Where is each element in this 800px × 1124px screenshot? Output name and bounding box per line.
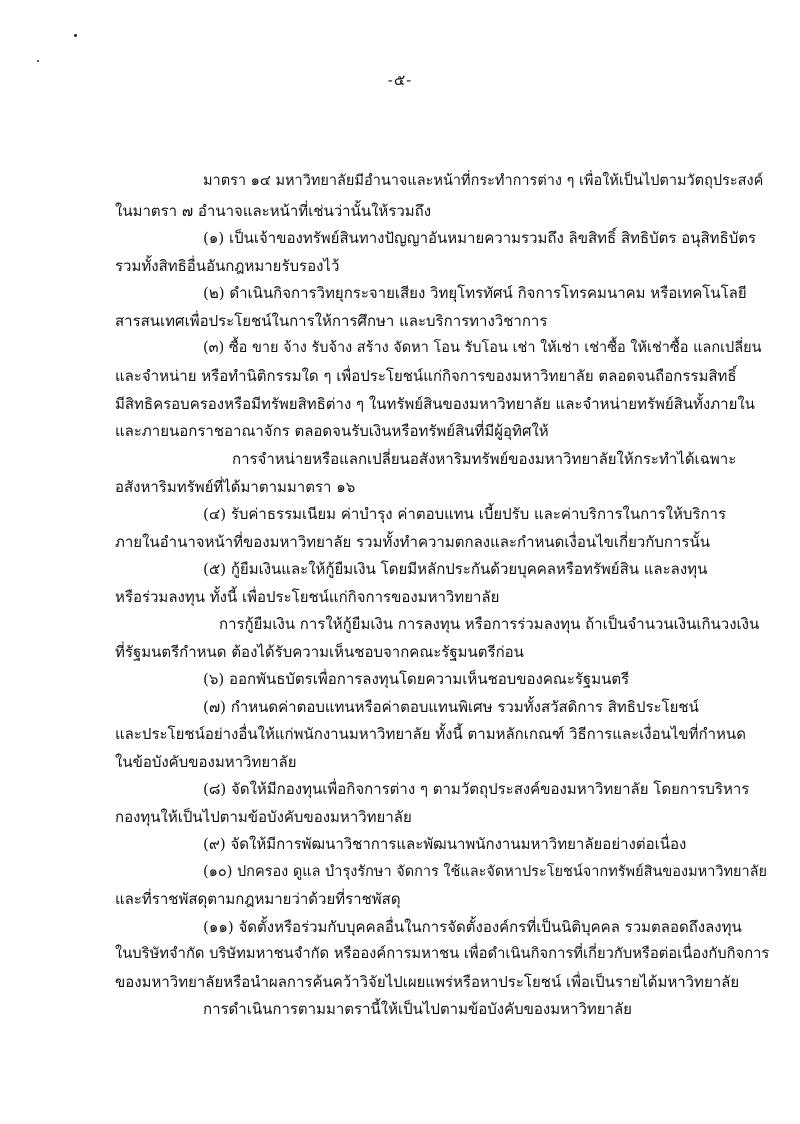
text-line: (๕) กู้ยืมเงินและให้กู้ยืมเงิน โดยมีหลักประกันด้วยบุคคลหรือทรัพย์สิน และลงทุน [203, 560, 708, 578]
text-line: และจำหน่าย หรือทำนิติกรรมใด ๆ เพื่อประโยชน์แก่กิจการของมหาวิทยาลัย ตลอดจนถือกรรมสิทธิ์ [115, 367, 737, 385]
text-line: (๘) จัดให้มีกองทุนเพื่อกิจการต่าง ๆ ตามวัตถุประสงค์ของมหาวิทยาลัย โดยการบริหาร [203, 780, 750, 798]
text-line: การจำหน่ายหรือแลกเปลี่ยนอสังหาริมทรัพย์ของมหาวิทยาลัยให้กระทำได้เฉพาะ [232, 450, 737, 468]
text-line: และที่ราชพัสดุตามกฎหมายว่าด้วยที่ราชพัสดุ [115, 890, 401, 908]
text-line: (๑๐) ปกครอง ดูแล บำรุงรักษา จัดการ ใช้และจัดหาประโยชน์จากทรัพย์สินของมหาวิทยาลัย [203, 864, 768, 880]
text-line: กองทุนให้เป็นไปตามข้อบังคับของมหาวิทยาลัย [115, 808, 412, 826]
text-line: (๖) ออกพันธบัตรเพื่อการลงทุนโดยความเห็นชอบของคณะรัฐมนตรี [203, 670, 630, 688]
text-line: และภายนอกราชอาณาจักร ตลอดจนรับเงินหรือทรัพย์สินที่มีผู้อุทิศให้ [115, 422, 549, 440]
text-line: ในมาตรา ๗ อำนาจและหน้าที่เช่นว่านั้นให้รวมถึง [115, 202, 432, 220]
text-line: มาตรา ๑๔ มหาวิทยาลัยมีอำนาจและหน้าที่กระทำการต่าง ๆ เพื่อให้เป็นไปตามวัตถุประสงค์ [203, 173, 764, 189]
text-line: (๑) เป็นเจ้าของทรัพย์สินทางปัญญาอันหมายความรวมถึง ลิขสิทธิ์ สิทธิบัตร อนุสิทธิบัตร [203, 229, 757, 247]
text-line: (๗) กำหนดค่าตอบแทนหรือค่าตอบแทนพิเศษ รวมทั้งสวัสดิการ สิทธิประโยชน์ [203, 698, 699, 716]
text-line: ในบริษัทจำกัด บริษัทมหาชนจำกัด หรือองค์การมหาชน เพื่อดำเนินกิจการที่เกี่ยวกับหรือต่อเนื่องกับกิจการ [115, 945, 770, 962]
text-line: และประโยชน์อย่างอื่นให้แก่พนักงานมหาวิทยาลัย ทั้งนี้ ตามหลักเกณฑ์ วิธีการและเงื่อนไขที่กำหนด [115, 725, 746, 743]
text-line: อสังหาริมทรัพย์ที่ได้มาตามมาตรา ๑๖ [115, 478, 356, 496]
text-line: (๔) รับค่าธรรมเนียม ค่าบำรุง ค่าตอบแทน เบี้ยปรับ และค่าบริการในการให้บริการ [203, 505, 727, 523]
text-line: การดำเนินการตามมาตรานี้ให้เป็นไปตามข้อบังคับของมหาวิทยาลัย [203, 1000, 632, 1018]
text-line: (๙) จัดให้มีการพัฒนาวิชาการและพัฒนาพนักงานมหาวิทยาลัยอย่างต่อเนื่อง [203, 835, 687, 853]
text-line: ของมหาวิทยาลัยหรือนำผลการค้นคว้าวิจัยไปเผยแพร่หรือหาประโยชน์ เพื่อเป็นรายได้มหาวิทยาลัย [115, 973, 740, 991]
text-line: ที่รัฐมนตรีกำหนด ต้องได้รับความเห็นชอบจากคณะรัฐมนตรีก่อน [115, 643, 524, 661]
page-number: -๕- [387, 71, 413, 89]
text-line: รวมทั้งสิทธิอื่นอันกฎหมายรับรองไว้ [115, 257, 340, 275]
text-line: ในข้อบังคับของมหาวิทยาลัย [115, 753, 297, 771]
scan-speck [74, 34, 77, 37]
text-line: (๒) ดำเนินกิจการวิทยุกระจายเสียง วิทยุโทรทัศน์ กิจการโทรคมนาคม หรือเทคโนโลยี [203, 284, 747, 302]
text-line: ภายในอำนาจหน้าที่ของมหาวิทยาลัย รวมทั้งทำความตกลงและกำหนดเงื่อนไขเกี่ยวกับการนั้น [115, 533, 710, 551]
text-line: การกู้ยืมเงิน การให้กู้ยืมเงิน การลงทุน หรือการร่วมลงทุน ถ้าเป็นจำนวนเงินเกินวงเงิน [219, 615, 760, 633]
text-line: หรือร่วมลงทุน ทั้งนี้ เพื่อประโยชน์แก่กิจการของมหาวิทยาลัย [115, 588, 500, 606]
text-line: สารสนเทศเพื่อประโยชน์ในการให้การศึกษา และบริการทางวิชาการ [115, 312, 548, 330]
text-line: (๓) ซื้อ ขาย จ้าง รับจ้าง สร้าง จัดหา โอน รับโอน เช่า ให้เช่า เช่าซื้อ ให้เช่าซื้อ แลกเปลี่ยน [203, 340, 762, 356]
scan-speck [37, 60, 39, 62]
text-line: (๑๑) จัดตั้งหรือร่วมกับบุคคลอื่นในการจัดตั้งองค์กรที่เป็นนิติบุคคล รวมตลอดถึงลงทุน [203, 918, 742, 936]
text-line: มีสิทธิครอบครองหรือมีทรัพยสิทธิต่าง ๆ ในทรัพย์สินของมหาวิทยาลัย และจำหน่ายทรัพย์สินทั้งภายใน [115, 395, 755, 413]
